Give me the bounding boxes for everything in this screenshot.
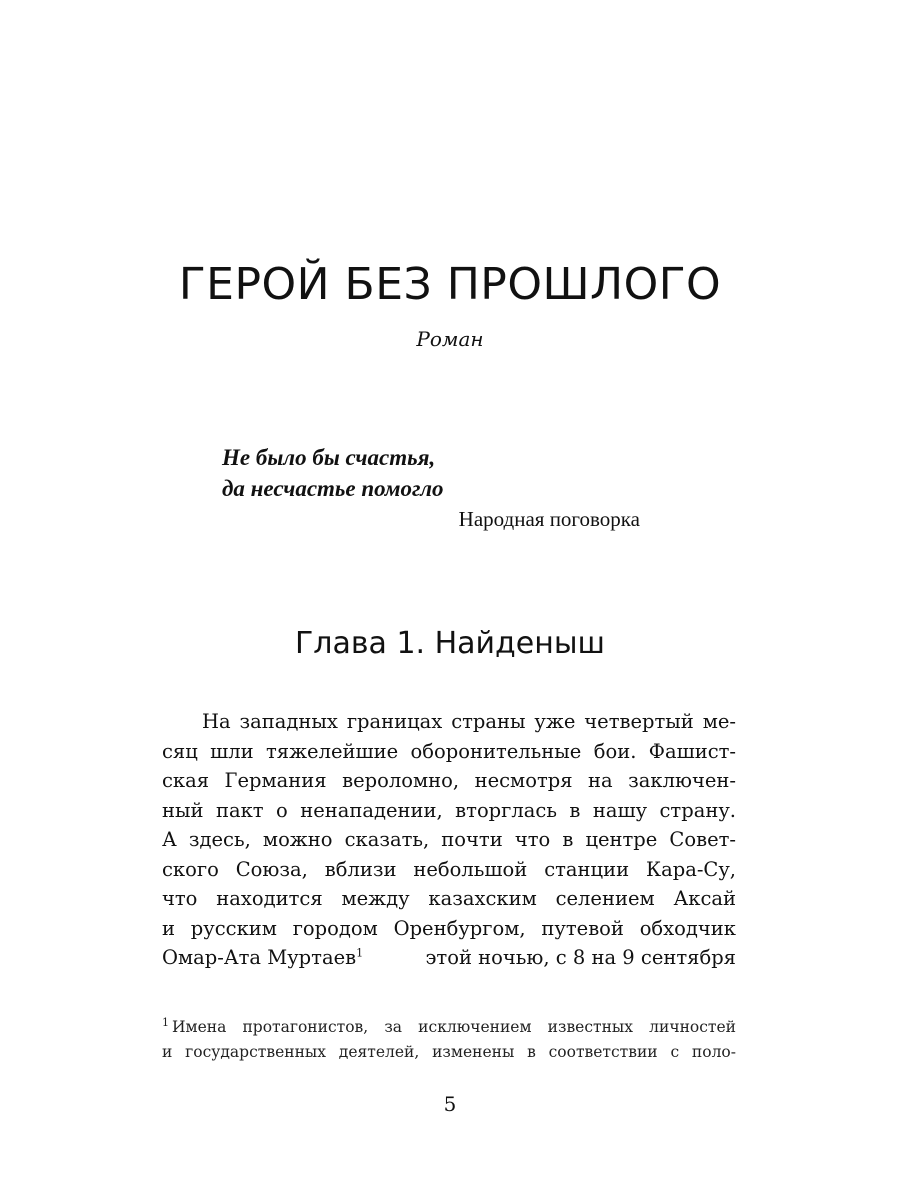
chapter-heading: Глава 1. Найденыш bbox=[294, 626, 605, 661]
body-line-rest: этой ночью, с 8 на 9 сентября bbox=[425, 946, 736, 969]
epigraph-line: Не было бы счастья, bbox=[222, 445, 436, 470]
body-line: и русским городом Оренбургом, путевой обходчик bbox=[162, 916, 736, 940]
body-line: ская Германия вероломно, несмотря на заключен- bbox=[162, 769, 736, 792]
body-line: ского Союза, вблизи небольшой станции Кара-Су, bbox=[162, 857, 736, 881]
footnote-reference[interactable]: 1 bbox=[356, 946, 364, 960]
protagonist-name: Омар-Ата Муртаев bbox=[162, 946, 357, 969]
body-line-with-footnote-ref bbox=[162, 943, 736, 973]
footnote-text: Имена протагонистов, за исключением известных личностей bbox=[172, 1018, 736, 1036]
epigraph bbox=[222, 442, 652, 534]
epigraph-line: да несчастье помогло bbox=[222, 476, 444, 501]
body-line-name-part bbox=[162, 943, 363, 973]
chapter-body bbox=[162, 707, 736, 973]
book-genre: Роман bbox=[416, 327, 484, 351]
body-line: А здесь, можно сказать, почти что в центре Совет- bbox=[162, 828, 736, 851]
epigraph-source: Народная поговорка bbox=[458, 507, 640, 531]
footnote-line bbox=[162, 1015, 736, 1040]
book-title: ГЕРОЙ БЕЗ ПРОШЛОГО bbox=[178, 259, 722, 310]
body-line: что находится между казахским селением Аксай bbox=[162, 887, 736, 910]
footnote-mark: 1 bbox=[162, 1015, 169, 1029]
footnotes bbox=[162, 1015, 736, 1065]
page-number: 5 bbox=[443, 1092, 457, 1116]
body-line: На западных границах страны уже четвертый ме- bbox=[202, 710, 736, 733]
footnote-line: и государственных деятелей, изменены в соответствии с поло- bbox=[162, 1043, 736, 1061]
body-line: сяц шли тяжелейшие оборонительные бои. Фашист- bbox=[162, 739, 736, 763]
body-line: ный пакт о ненападении, вторглась в нашу страну. bbox=[162, 798, 736, 822]
